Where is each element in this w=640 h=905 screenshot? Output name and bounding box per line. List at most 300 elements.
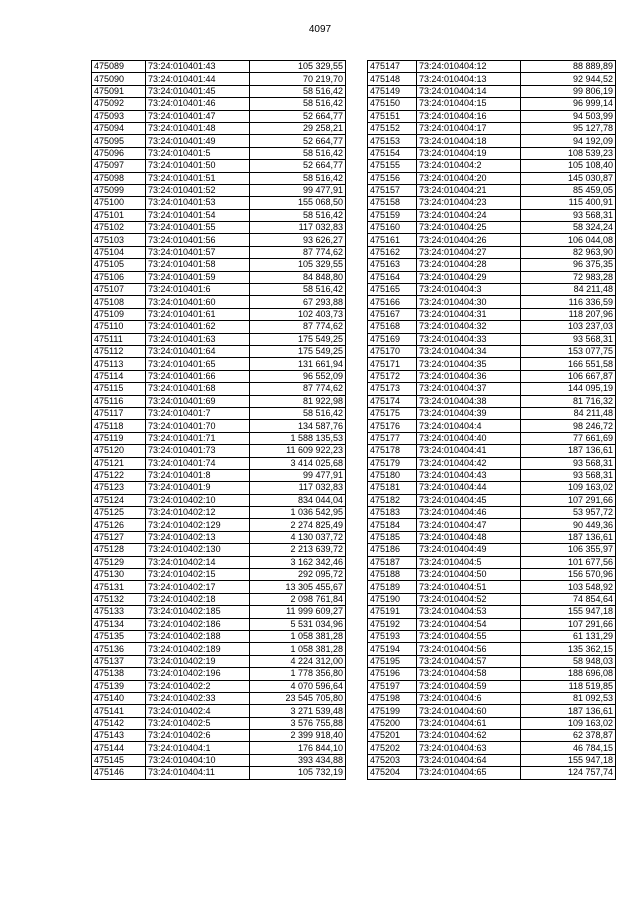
- cadastral-number-cell: 73:24:010404:36: [417, 370, 521, 382]
- value-cell: 2 399 918,40: [250, 730, 346, 742]
- value-cell: 3 162 342,46: [250, 556, 346, 568]
- table-row: [368, 519, 616, 531]
- row-number-cell: 475192: [368, 618, 417, 630]
- value-cell: 99 477,91: [250, 184, 346, 196]
- row-number-cell: 475135: [92, 630, 146, 642]
- cadastral-number-cell: 73:24:010404:54: [417, 618, 521, 630]
- row-number-cell: 475105: [92, 259, 146, 271]
- row-number-cell: 475132: [92, 593, 146, 605]
- value-cell: 87 774,62: [250, 246, 346, 258]
- table-row: [368, 61, 616, 73]
- table-row: [92, 593, 346, 605]
- row-number-cell: 475193: [368, 630, 417, 642]
- row-number-cell: 475170: [368, 345, 417, 357]
- value-cell: 1 036 542,95: [250, 507, 346, 519]
- row-number-cell: 475163: [368, 259, 417, 271]
- cadastral-number-cell: 73:24:010401:46: [146, 98, 250, 110]
- row-number-cell: 475100: [92, 197, 146, 209]
- table-row: [368, 717, 616, 729]
- table-row: [368, 767, 616, 779]
- cadastral-number-cell: 73:24:010401:55: [146, 222, 250, 234]
- value-cell: 118 207,96: [521, 308, 616, 320]
- cadastral-number-cell: 73:24:010401:45: [146, 85, 250, 97]
- value-cell: 134 587,76: [250, 420, 346, 432]
- row-number-cell: 475140: [92, 692, 146, 704]
- table-row: [92, 370, 346, 382]
- cadastral-number-cell: 73:24:010401:7: [146, 407, 250, 419]
- row-number-cell: 475108: [92, 296, 146, 308]
- table-row: [368, 395, 616, 407]
- row-number-cell: 475158: [368, 197, 417, 209]
- row-number-cell: 475154: [368, 147, 417, 159]
- value-cell: 93 568,31: [521, 209, 616, 221]
- row-number-cell: 475139: [92, 680, 146, 692]
- row-number-cell: 475113: [92, 358, 146, 370]
- cadastral-number-cell: 73:24:010404:50: [417, 569, 521, 581]
- row-number-cell: 475191: [368, 606, 417, 618]
- cadastral-number-cell: 73:24:010404:42: [417, 457, 521, 469]
- table-row: [92, 147, 346, 159]
- row-number-cell: 475102: [92, 222, 146, 234]
- cadastral-number-cell: 73:24:010404:48: [417, 531, 521, 543]
- table-row: [92, 98, 346, 110]
- row-number-cell: 475096: [92, 147, 146, 159]
- value-cell: 93 568,31: [521, 457, 616, 469]
- cadastral-number-cell: 73:24:010404:57: [417, 655, 521, 667]
- cadastral-number-cell: 73:24:010402:189: [146, 643, 250, 655]
- cadastral-number-cell: 73:24:010404:40: [417, 432, 521, 444]
- cadastral-number-cell: 73:24:010404:17: [417, 122, 521, 134]
- value-cell: 103 548,92: [521, 581, 616, 593]
- table-row: [92, 544, 346, 556]
- value-cell: 77 661,69: [521, 432, 616, 444]
- row-number-cell: 475119: [92, 432, 146, 444]
- table-row: [368, 457, 616, 469]
- row-number-cell: 475156: [368, 172, 417, 184]
- cadastral-number-cell: 73:24:010401:68: [146, 383, 250, 395]
- value-cell: 96 375,35: [521, 259, 616, 271]
- cadastral-number-cell: 73:24:010404:3: [417, 284, 521, 296]
- row-number-cell: 475177: [368, 432, 417, 444]
- table-row: [368, 85, 616, 97]
- value-cell: 81 092,53: [521, 692, 616, 704]
- cadastral-number-cell: 73:24:010401:63: [146, 333, 250, 345]
- row-number-cell: 475110: [92, 321, 146, 333]
- table-row: [368, 370, 616, 382]
- table-row: [368, 296, 616, 308]
- cadastral-number-cell: 73:24:010404:62: [417, 730, 521, 742]
- value-cell: 62 378,87: [521, 730, 616, 742]
- table-row: [368, 209, 616, 221]
- row-number-cell: 475095: [92, 135, 146, 147]
- table-row: [368, 544, 616, 556]
- row-number-cell: 475151: [368, 110, 417, 122]
- cadastral-number-cell: 73:24:010401:64: [146, 345, 250, 357]
- table-row: [368, 333, 616, 345]
- cadastral-number-cell: 73:24:010401:66: [146, 370, 250, 382]
- value-cell: 1 778 356,80: [250, 668, 346, 680]
- row-number-cell: 475160: [368, 222, 417, 234]
- value-cell: 105 732,19: [250, 767, 346, 779]
- row-number-cell: 475150: [368, 98, 417, 110]
- cadastral-number-cell: 73:24:010404:10: [146, 754, 250, 766]
- table-row: [92, 209, 346, 221]
- table-row: [368, 308, 616, 320]
- cadastral-number-cell: 73:24:010404:11: [146, 767, 250, 779]
- cadastral-number-cell: 73:24:010404:14: [417, 85, 521, 97]
- value-cell: 52 664,77: [250, 135, 346, 147]
- table-row: [368, 345, 616, 357]
- table-row: [92, 507, 346, 519]
- value-cell: 3 414 025,68: [250, 457, 346, 469]
- value-cell: 187 136,61: [521, 705, 616, 717]
- row-number-cell: 475199: [368, 705, 417, 717]
- value-cell: 94 503,99: [521, 110, 616, 122]
- value-cell: 70 219,70: [250, 73, 346, 85]
- table-row: [368, 754, 616, 766]
- cadastral-number-cell: 73:24:010401:74: [146, 457, 250, 469]
- value-cell: 92 944,52: [521, 73, 616, 85]
- value-cell: 115 400,91: [521, 197, 616, 209]
- value-cell: 116 336,59: [521, 296, 616, 308]
- value-cell: 90 449,36: [521, 519, 616, 531]
- cadastral-number-cell: 73:24:010404:52: [417, 593, 521, 605]
- cadastral-number-cell: 73:24:010401:59: [146, 271, 250, 283]
- table-row: [92, 668, 346, 680]
- value-cell: 187 136,61: [521, 445, 616, 457]
- cadastral-number-cell: 73:24:010404:31: [417, 308, 521, 320]
- row-number-cell: 475112: [92, 345, 146, 357]
- table-row: [92, 754, 346, 766]
- value-cell: 93 626,27: [250, 234, 346, 246]
- table-row: [92, 457, 346, 469]
- register-table-right: [367, 60, 616, 780]
- value-cell: 46 784,15: [521, 742, 616, 754]
- row-number-cell: 475149: [368, 85, 417, 97]
- register-table-left-body: [92, 61, 346, 780]
- table-row: [92, 407, 346, 419]
- table-row: [368, 482, 616, 494]
- cadastral-number-cell: 73:24:010402:13: [146, 531, 250, 543]
- value-cell: 58 516,42: [250, 85, 346, 97]
- cadastral-number-cell: 73:24:010404:13: [417, 73, 521, 85]
- table-row: [368, 742, 616, 754]
- table-row: [368, 321, 616, 333]
- cadastral-number-cell: 73:24:010401:56: [146, 234, 250, 246]
- page-number: 4097: [308, 24, 332, 35]
- row-number-cell: 475168: [368, 321, 417, 333]
- row-number-cell: 475123: [92, 482, 146, 494]
- row-number-cell: 475129: [92, 556, 146, 568]
- cadastral-number-cell: 73:24:010401:58: [146, 259, 250, 271]
- row-number-cell: 475098: [92, 172, 146, 184]
- table-row: [368, 569, 616, 581]
- cadastral-number-cell: 73:24:010404:45: [417, 494, 521, 506]
- table-row: [92, 655, 346, 667]
- table-row: [92, 705, 346, 717]
- table-row: [92, 482, 346, 494]
- cadastral-number-cell: 73:24:010402:186: [146, 618, 250, 630]
- row-number-cell: 475183: [368, 507, 417, 519]
- value-cell: 117 032,83: [250, 222, 346, 234]
- table-row: [368, 494, 616, 506]
- table-row: [368, 98, 616, 110]
- row-number-cell: 475200: [368, 717, 417, 729]
- value-cell: 834 044,04: [250, 494, 346, 506]
- row-number-cell: 475147: [368, 61, 417, 73]
- table-row: [92, 445, 346, 457]
- value-cell: 99 477,91: [250, 469, 346, 481]
- row-number-cell: 475162: [368, 246, 417, 258]
- table-row: [368, 135, 616, 147]
- value-cell: 106 044,08: [521, 234, 616, 246]
- row-number-cell: 475138: [92, 668, 146, 680]
- value-cell: 102 403,73: [250, 308, 346, 320]
- row-number-cell: 475159: [368, 209, 417, 221]
- row-number-cell: 475137: [92, 655, 146, 667]
- value-cell: 109 163,02: [521, 717, 616, 729]
- cadastral-number-cell: 73:24:010404:44: [417, 482, 521, 494]
- cadastral-number-cell: 73:24:010401:57: [146, 246, 250, 258]
- value-cell: 105 329,55: [250, 61, 346, 73]
- row-number-cell: 475187: [368, 556, 417, 568]
- row-number-cell: 475131: [92, 581, 146, 593]
- cadastral-number-cell: 73:24:010402:196: [146, 668, 250, 680]
- cadastral-number-cell: 73:24:010404:41: [417, 445, 521, 457]
- table-row: [368, 643, 616, 655]
- row-number-cell: 475093: [92, 110, 146, 122]
- cadastral-number-cell: 73:24:010404:53: [417, 606, 521, 618]
- value-cell: 81 716,32: [521, 395, 616, 407]
- row-number-cell: 475188: [368, 569, 417, 581]
- row-number-cell: 475148: [368, 73, 417, 85]
- table-row: [92, 246, 346, 258]
- row-number-cell: 475090: [92, 73, 146, 85]
- cadastral-number-cell: 73:24:010404:20: [417, 172, 521, 184]
- row-number-cell: 475185: [368, 531, 417, 543]
- row-number-cell: 475101: [92, 209, 146, 221]
- row-number-cell: 475136: [92, 643, 146, 655]
- table-row: [92, 606, 346, 618]
- cadastral-number-cell: 73:24:010404:63: [417, 742, 521, 754]
- value-cell: 93 568,31: [521, 469, 616, 481]
- row-number-cell: 475166: [368, 296, 417, 308]
- row-number-cell: 475204: [368, 767, 417, 779]
- cadastral-number-cell: 73:24:010404:23: [417, 197, 521, 209]
- row-number-cell: 475153: [368, 135, 417, 147]
- table-row: [92, 296, 346, 308]
- cadastral-number-cell: 73:24:010401:71: [146, 432, 250, 444]
- cadastral-number-cell: 73:24:010402:10: [146, 494, 250, 506]
- row-number-cell: 475146: [92, 767, 146, 779]
- cadastral-number-cell: 73:24:010404:46: [417, 507, 521, 519]
- value-cell: 145 030,87: [521, 172, 616, 184]
- row-number-cell: 475134: [92, 618, 146, 630]
- row-number-cell: 475097: [92, 160, 146, 172]
- value-cell: 23 545 705,80: [250, 692, 346, 704]
- row-number-cell: 475178: [368, 445, 417, 457]
- table-row: [368, 507, 616, 519]
- cadastral-number-cell: 73:24:010401:8: [146, 469, 250, 481]
- cadastral-number-cell: 73:24:010404:1: [146, 742, 250, 754]
- table-row: [92, 308, 346, 320]
- cadastral-number-cell: 73:24:010404:37: [417, 383, 521, 395]
- value-cell: 11 609 922,23: [250, 445, 346, 457]
- row-number-cell: 475155: [368, 160, 417, 172]
- row-number-cell: 475130: [92, 569, 146, 581]
- table-row: [92, 432, 346, 444]
- value-cell: 85 459,05: [521, 184, 616, 196]
- table-row: [368, 147, 616, 159]
- value-cell: 3 576 755,88: [250, 717, 346, 729]
- value-cell: 99 806,19: [521, 85, 616, 97]
- cadastral-number-cell: 73:24:010404:32: [417, 321, 521, 333]
- value-cell: 58 516,42: [250, 209, 346, 221]
- row-number-cell: 475184: [368, 519, 417, 531]
- table-row: [92, 160, 346, 172]
- value-cell: 87 774,62: [250, 383, 346, 395]
- row-number-cell: 475114: [92, 370, 146, 382]
- value-cell: 93 568,31: [521, 333, 616, 345]
- value-cell: 108 539,23: [521, 147, 616, 159]
- value-cell: 4 224 312,00: [250, 655, 346, 667]
- table-row: [92, 581, 346, 593]
- row-number-cell: 475189: [368, 581, 417, 593]
- table-row: [92, 680, 346, 692]
- value-cell: 135 362,15: [521, 643, 616, 655]
- value-cell: 84 848,80: [250, 271, 346, 283]
- table-row: [368, 234, 616, 246]
- value-cell: 13 305 455,67: [250, 581, 346, 593]
- value-cell: 175 549,25: [250, 345, 346, 357]
- table-row: [92, 259, 346, 271]
- table-row: [368, 668, 616, 680]
- value-cell: 52 664,77: [250, 160, 346, 172]
- value-cell: 2 274 825,49: [250, 519, 346, 531]
- cadastral-number-cell: 73:24:010404:5: [417, 556, 521, 568]
- table-row: [92, 692, 346, 704]
- row-number-cell: 475127: [92, 531, 146, 543]
- row-number-cell: 475124: [92, 494, 146, 506]
- register-table-left: [91, 60, 346, 780]
- cadastral-number-cell: 73:24:010404:24: [417, 209, 521, 221]
- table-row: [92, 730, 346, 742]
- value-cell: 166 551,58: [521, 358, 616, 370]
- value-cell: 292 095,72: [250, 569, 346, 581]
- row-number-cell: 475122: [92, 469, 146, 481]
- value-cell: 58 948,03: [521, 655, 616, 667]
- cadastral-number-cell: 73:24:010404:43: [417, 469, 521, 481]
- cadastral-number-cell: 73:24:010404:29: [417, 271, 521, 283]
- row-number-cell: 475203: [368, 754, 417, 766]
- table-row: [92, 321, 346, 333]
- row-number-cell: 475111: [92, 333, 146, 345]
- row-number-cell: 475167: [368, 308, 417, 320]
- value-cell: 58 516,42: [250, 284, 346, 296]
- value-cell: 107 291,66: [521, 618, 616, 630]
- value-cell: 3 271 539,48: [250, 705, 346, 717]
- cadastral-number-cell: 73:24:010404:25: [417, 222, 521, 234]
- value-cell: 153 077,75: [521, 345, 616, 357]
- table-row: [92, 395, 346, 407]
- table-row: [368, 581, 616, 593]
- row-number-cell: 475118: [92, 420, 146, 432]
- cadastral-number-cell: 73:24:010404:64: [417, 754, 521, 766]
- row-number-cell: 475190: [368, 593, 417, 605]
- cadastral-number-cell: 73:24:010404:61: [417, 717, 521, 729]
- cadastral-number-cell: 73:24:010401:70: [146, 420, 250, 432]
- value-cell: 175 549,25: [250, 333, 346, 345]
- cadastral-number-cell: 73:24:010404:4: [417, 420, 521, 432]
- row-number-cell: 475092: [92, 98, 146, 110]
- cadastral-number-cell: 73:24:010404:21: [417, 184, 521, 196]
- table-row: [92, 271, 346, 283]
- table-row: [368, 556, 616, 568]
- value-cell: 96 999,14: [521, 98, 616, 110]
- value-cell: 74 854,64: [521, 593, 616, 605]
- row-number-cell: 475091: [92, 85, 146, 97]
- row-number-cell: 475089: [92, 61, 146, 73]
- table-row: [368, 110, 616, 122]
- value-cell: 58 324,24: [521, 222, 616, 234]
- cadastral-number-cell: 73:24:010401:5: [146, 147, 250, 159]
- value-cell: 1 588 135,53: [250, 432, 346, 444]
- table-row: [92, 358, 346, 370]
- table-row: [368, 184, 616, 196]
- row-number-cell: 475143: [92, 730, 146, 742]
- row-number-cell: 475174: [368, 395, 417, 407]
- value-cell: 144 095,19: [521, 383, 616, 395]
- table-row: [92, 234, 346, 246]
- cadastral-number-cell: 73:24:010401:52: [146, 184, 250, 196]
- row-number-cell: 475117: [92, 407, 146, 419]
- cadastral-number-cell: 73:24:010401:53: [146, 197, 250, 209]
- value-cell: 2 213 639,72: [250, 544, 346, 556]
- value-cell: 155 947,18: [521, 754, 616, 766]
- row-number-cell: 475195: [368, 655, 417, 667]
- cadastral-number-cell: 73:24:010404:65: [417, 767, 521, 779]
- table-row: [368, 630, 616, 642]
- table-row: [368, 469, 616, 481]
- cadastral-number-cell: 73:24:010404:15: [417, 98, 521, 110]
- value-cell: 118 519,85: [521, 680, 616, 692]
- cadastral-number-cell: 73:24:010402:4: [146, 705, 250, 717]
- value-cell: 81 922,98: [250, 395, 346, 407]
- table-row: [368, 420, 616, 432]
- row-number-cell: 475181: [368, 482, 417, 494]
- table-row: [92, 742, 346, 754]
- table-row: [368, 655, 616, 667]
- table-row: [368, 730, 616, 742]
- cadastral-number-cell: 73:24:010401:44: [146, 73, 250, 85]
- row-number-cell: 475145: [92, 754, 146, 766]
- cadastral-number-cell: 73:24:010404:56: [417, 643, 521, 655]
- table-row: [368, 284, 616, 296]
- value-cell: 105 108,40: [521, 160, 616, 172]
- value-cell: 393 434,88: [250, 754, 346, 766]
- cadastral-number-cell: 73:24:010401:69: [146, 395, 250, 407]
- value-cell: 94 192,09: [521, 135, 616, 147]
- cadastral-number-cell: 73:24:010404:12: [417, 61, 521, 73]
- table-row: [92, 717, 346, 729]
- table-row: [92, 494, 346, 506]
- table-row: [368, 358, 616, 370]
- table-row: [92, 420, 346, 432]
- value-cell: 29 258,21: [250, 122, 346, 134]
- cadastral-number-cell: 73:24:010404:2: [417, 160, 521, 172]
- value-cell: 1 058 381,28: [250, 630, 346, 642]
- value-cell: 82 963,90: [521, 246, 616, 258]
